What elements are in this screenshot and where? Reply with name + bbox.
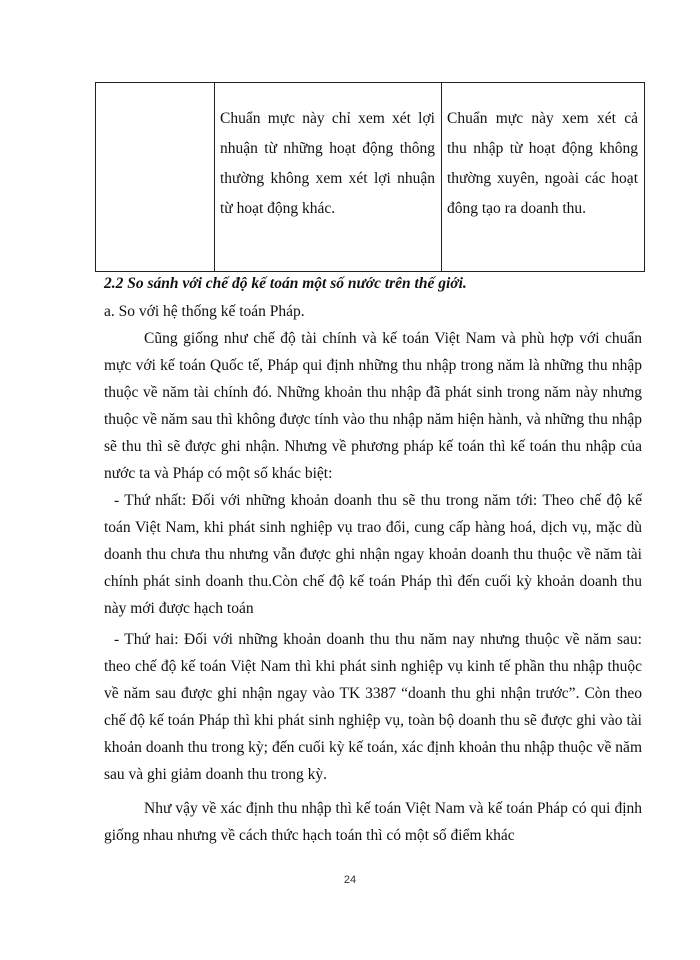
paragraph-point-second: - Thứ hai: Đối với những khoản doanh thu thu năm nay nhưng thuộc về năm sau: theo chế độ kế toán Việt Nam thì khi phát sinh nghiệp vụ kinh tế phần thu nhập thuộc về năm sau được ghi nhận ngay vào TK 3387 “doanh thu ghi nhận trước”. Còn theo chế độ kế toán Pháp thì khi phát sinh nghiệp vụ, toàn bộ doanh thu sẽ được ghi vào tài khoản doanh thu trong kỳ; đến cuối kỳ kế toán, xác định khoản thu nhập thuộc về năm sau và ghi giảm doanh thu trong kỳ.: [104, 631, 642, 783]
page-number: 24: [343, 874, 357, 886]
paragraph-conclusion: Như vậy về xác định thu nhập thì kế toán Việt Nam và kế toán Pháp có qui định giống nhau nhưng về cách thức hạch toán thì có một số điểm khác: [104, 800, 642, 844]
table-row: [96, 83, 645, 272]
section-subheading: a. So với hệ thống kế toán Pháp.: [104, 303, 305, 320]
table-cell-ias-standard: [442, 83, 645, 272]
section-heading: 2.2 So sánh với chế độ kế toán một số nước trên thế giới.: [104, 275, 467, 292]
table-cell-text: Chuẩn mực này xem xét cả thu nhập từ hoạt động không thường xuyên, ngoài các hoạt đông tạo ra doanh thu.: [447, 110, 638, 217]
table-cell-vas-standard: [215, 83, 442, 272]
paragraph-point-first: - Thứ nhất: Đối với những khoản doanh thu sẽ thu trong năm tới: Theo chế độ kế toán Việt Nam, khi phát sinh nghiệp vụ trao đổi, cung cấp hàng hoá, dịch vụ, mặc dù doanh thu chưa thu nhưng vẫn được ghi nhận ngay khoản doanh thu thuộc về năm tài chính phát sinh doanh thu.Còn chế độ kế toán Pháp thì đến cuối kỳ khoản doanh thu này mới được hạch toán: [104, 492, 642, 617]
comparison-table: [95, 82, 645, 272]
paragraph-intro: Cũng giống như chế độ tài chính và kế toán Việt Nam và phù hợp với chuẩn mực với kế toán Quốc tế, Pháp qui định những thu nhập trong năm là những thu nhập thuộc về năm tài chính đó. Những khoản thu nhập đã phát sinh trong năm này nhưng thuộc về năm sau thì không được tính vào thu nhập năm hiện hành, và những thu nhập sẽ thu thì sẽ được ghi nhận. Nhưng về phương pháp kế toán thì kế toán thu nhập của nước ta và Pháp có một số khác biệt:: [104, 330, 642, 482]
table-cell-text: Chuẩn mực này chỉ xem xét lợi nhuận từ những hoạt động thông thường không xem xét lợi nhuận từ hoạt động khác.: [220, 110, 435, 217]
table-cell-empty: [96, 83, 215, 272]
table-cell-text: [96, 83, 214, 104]
